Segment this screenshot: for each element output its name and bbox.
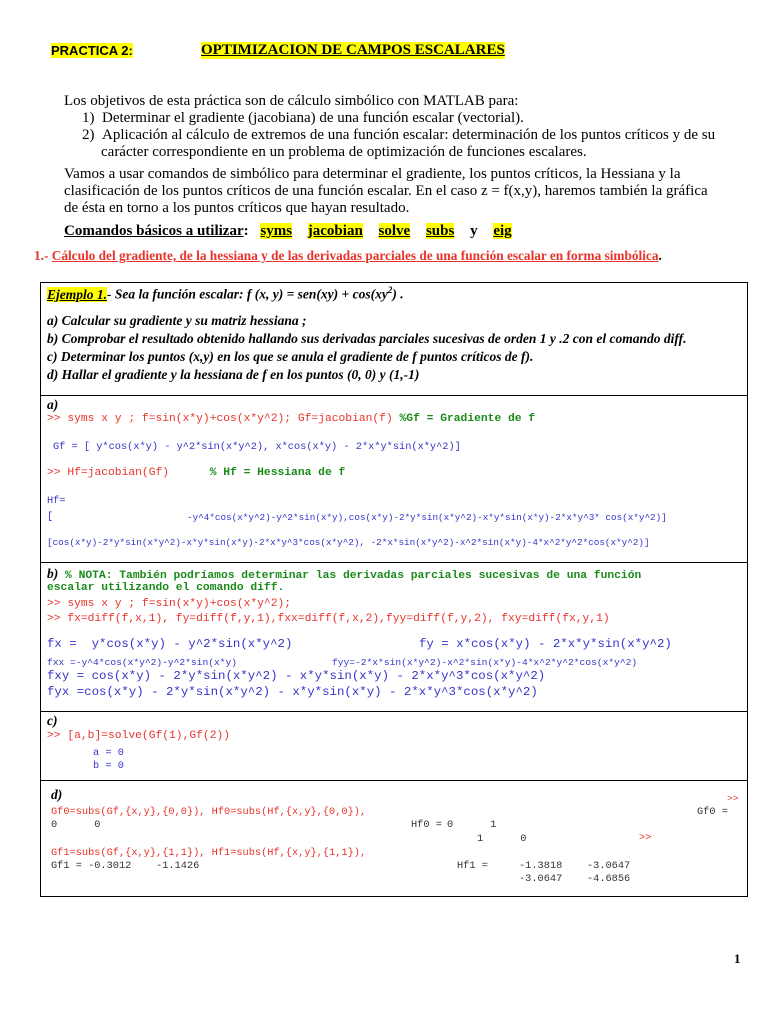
intro-item-1: [82, 110, 524, 127]
example-function: - Sea la función escalar: f (x, y) = sen(xy) + cos(xy: [107, 286, 388, 302]
part-d-command-2: Gf1=subs(Gf,{x,y},{1,1}), Hf1=subs(Hf,{x,y},{1,1}),: [51, 847, 367, 859]
example-label: Ejemplo 1.: [47, 286, 107, 302]
commands-label: Comandos básicos a utilizar: [64, 223, 244, 239]
part-d-hf1-label: Hf1 =: [457, 860, 488, 872]
part-d-hf1-row1: -1.3818 -3.0647: [519, 860, 631, 872]
part-c-a: a = 0: [93, 747, 124, 759]
item-number: 1): [82, 110, 95, 126]
example-intro: [47, 285, 404, 303]
part-a-hf-row1: -y^4*cos(x*y^2)-y^2*sin(x*y),cos(x*y)-2*y*sin(x*y^2)-x*y*sin(x*y)-2*x*y^3* cos(x*y^2)]: [187, 512, 667, 523]
item-text: Determinar el gradiente (jacobiana) de una función escalar (vectorial).: [102, 110, 524, 126]
task-b: b) Comprobar el resultado obtenido hallando sus derivadas parciales sucesivas de orden 1 y .2 con el comando diff.: [47, 331, 687, 346]
part-a-label: a): [47, 397, 59, 412]
commands-line: [64, 223, 512, 240]
example-function-end: ) .: [392, 286, 404, 302]
cmd-jacobian: jacobian: [307, 223, 363, 239]
section-1-heading: [34, 248, 662, 264]
part-c-b: b = 0: [93, 760, 124, 772]
part-b-label: b): [47, 566, 59, 581]
part-c-box: [40, 711, 748, 781]
part-a-hf-row1-bracket: [: [47, 511, 54, 523]
part-b-box: [40, 562, 748, 712]
section-title: Cálculo del gradiente, de la hessiana y de las derivadas parciales de una función escalar en forma simbólica: [51, 248, 659, 263]
section-dot: .: [658, 248, 662, 263]
part-d-gf1: Gf1 = -0.3012 -1.1426: [51, 860, 200, 872]
cmd-eig: eig: [493, 223, 512, 239]
part-d-hf1-row2: -3.0647 -4.6856: [519, 873, 631, 885]
part-d-hf0-row1: 0 1: [447, 819, 497, 831]
intro-para-line-1: Vamos a usar comandos de simbólico para determinar el gradiente, los puntos críticos, la Hessiana y la: [64, 166, 681, 182]
part-d-prompt-1: >>: [727, 793, 739, 804]
part-a-command-2: [47, 467, 345, 479]
example-box: [40, 282, 748, 396]
intro-para-line-2: clasificación de los puntos críticos de una función escalar. En el caso z = f(x,y), haremos también la gráfica: [64, 183, 708, 199]
part-b-nota: [47, 565, 641, 583]
part-b-fyy: fyy=-2*x*sin(x*y^2)-x^2*sin(x*y)-4*x^2*y^2*cos(x*y^2): [332, 657, 638, 668]
page-number: 1: [734, 951, 741, 966]
intro-lead: Los objetivos de esta práctica son de cálculo simbólico con MATLAB para:: [64, 93, 519, 109]
section-number: 1.-: [34, 248, 52, 263]
part-b-fyx: fyx =cos(x*y) - 2*y*sin(x*y^2) - x*y*sin(x*y) - 2*x*y^3*cos(x*y^2): [47, 685, 538, 699]
part-d-label: d): [51, 787, 63, 802]
part-c-command: >> [a,b]=solve(Gf(1),Gf(2)): [47, 730, 231, 742]
exponent: 2: [387, 285, 393, 295]
item-text: Aplicación al cálculo de extremos de una función escalar: determinación de los puntos críticos y de su: [102, 127, 716, 143]
part-d-gf0-values: 0 0: [51, 819, 101, 831]
part-d-command-1: Gf0=subs(Gf,{x,y},{0,0}), Hf0=subs(Hf,{x,y},{0,0}),: [51, 806, 367, 818]
command-comment: %Gf = Gradiente de f: [399, 413, 536, 425]
part-b-fx: fx = y*cos(x*y) - y^2*sin(x*y^2): [47, 637, 293, 651]
cmd-syms: syms: [260, 223, 293, 239]
commands-colon: :: [243, 223, 249, 239]
part-b-fxx: fxx =-y^4*cos(x*y^2)-y^2*sin(x*y): [47, 657, 237, 668]
nota-comment: % NOTA:: [58, 570, 120, 582]
part-a-hf-label: Hf=: [47, 495, 66, 507]
practice-colon: :: [128, 43, 133, 58]
page-title: OPTIMIZACION DE CAMPOS ESCALARES: [201, 42, 505, 58]
nota-text: También podríamos determinar las derivadas parciales sucesivas de una función: [119, 570, 642, 582]
task-d: d) Hallar el gradiente y la hessiana de f en los puntos (0, 0) y (1,-1): [47, 367, 420, 382]
part-b-fxy: fxy = cos(x*y) - 2*y*sin(x*y^2) - x*y*sin(x*y) - 2*x*y^3*cos(x*y^2): [47, 669, 546, 683]
intro-para-line-3: de ésta en torno a los puntos críticos que hayan resultado.: [64, 200, 410, 216]
cmd-subs: subs: [425, 223, 455, 239]
part-a-hf-row2: [cos(x*y)-2*y*sin(x*y^2)-x*y*sin(x*y)-2*x*y^3*cos(x*y^2), -2*x*sin(x*y^2)-x^2*sin(x*y)-4*x^2*y^2*cos(x*y^2)]: [47, 537, 650, 548]
part-c-label: c): [47, 713, 58, 728]
part-a-command-1: [47, 413, 535, 425]
part-b-command-1: >> syms x y ; f=sin(x*y)+cos(x*y^2);: [47, 598, 292, 610]
cmd-and: y: [470, 223, 478, 239]
part-a-output-gf: Gf = [ y*cos(x*y) - y^2*sin(x*y^2), x*cos(x*y) - 2*x*y*sin(x*y^2)]: [53, 441, 461, 453]
part-b-fy: fy = x*cos(x*y) - 2*x*y*sin(x*y^2): [419, 637, 672, 651]
part-d-box: [40, 780, 748, 897]
practice-label: [51, 43, 133, 59]
intro-item-2-cont: carácter correspondiente en un problema de optimización de funciones escalares.: [101, 144, 587, 160]
part-d-prompt-2: >>: [639, 832, 652, 844]
part-d-hf0-row2: 1 0: [477, 833, 527, 845]
command-text: >> Hf=jacobian(Gf): [47, 467, 210, 479]
command-text: >> syms x y ; f=sin(x*y)+cos(x*y^2); Gf=jacobian(f): [47, 413, 400, 425]
part-d-hf0-label: Hf0 =: [411, 819, 442, 831]
part-a-box: [40, 395, 748, 563]
cmd-solve: solve: [378, 223, 411, 239]
part-d-gf0-label: Gf0 =: [697, 806, 728, 818]
part-b-nota-cont: escalar utilizando el comando diff.: [47, 582, 285, 594]
practice-number: PRACTICA 2: [51, 43, 129, 58]
item-number: 2): [82, 127, 95, 143]
intro-item-2: [82, 127, 715, 144]
task-c: c) Determinar los puntos (x,y) en los que se anula el gradiente de f puntos críticos de f).: [47, 349, 534, 364]
task-a: a) Calcular su gradiente y su matriz hessiana ;: [47, 313, 307, 328]
part-b-command-2: >> fx=diff(f,x,1), fy=diff(f,y,1),fxx=diff(f,x,2),fyy=diff(f,y,2), fxy=diff(fx,y,1): [47, 613, 610, 625]
command-comment: % Hf = Hessiana de f: [209, 467, 346, 479]
